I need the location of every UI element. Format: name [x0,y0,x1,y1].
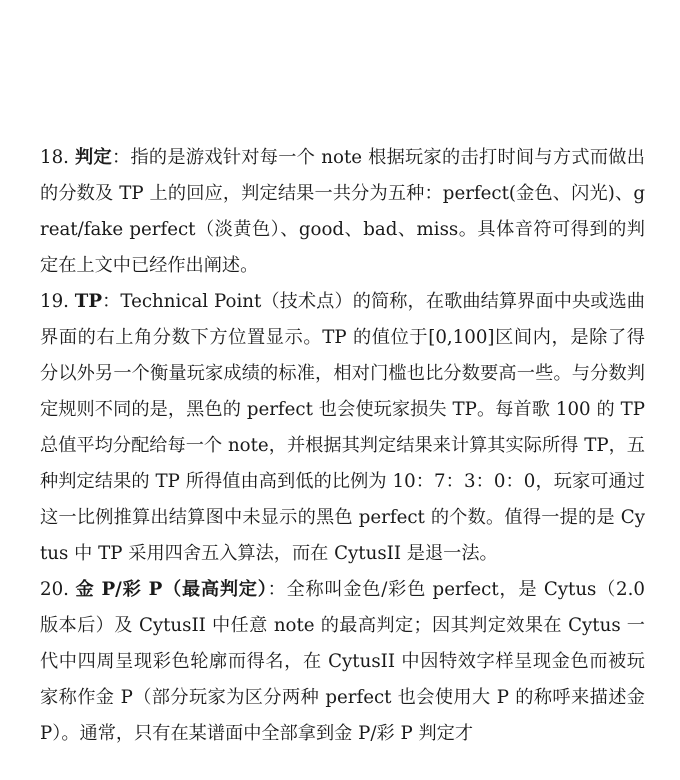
document-body [40,140,645,752]
entry-number: 18. [40,147,75,168]
entry-number: 19. [40,291,75,312]
entry-definition: ：全称叫金色/彩色 perfect，是 Cytus（2.0 版本后）及 CytusII 中任意 note 的最高判定；因其判定效果在 Cytus 一代中四周呈现彩色轮廓而得名，在 CytusII 中因特效字样呈现金色而被玩家称作金 P（部分玩家为区分两种 perfect 也会使用大 P 的称呼来描述金 P）。通常，只有在某谱面中全部拿到金 P/彩 P 判定才 [40,579,645,744]
glossary-entry-18 [40,140,645,284]
entry-term: 金 P/彩 P（最高判定） [75,579,268,600]
entry-number: 20. [40,579,76,600]
entry-definition: ：Technical Point（技术点）的简称，在歌曲结算界面中央或选曲界面的右上角分数下方位置显示。TP 的值位于[0,100]区间内，是除了得分以外另一个衡量玩家成绩的标准，相对门槛也比分数要高一些。与分数判定规则不同的是，黑色的 perfect 也会使玩家损失 TP。每首歌 100 的 TP 总值平均分配给每一个 note，并根据其判定结果来计算其实际所得 TP，五种判定结果的 TP 所得值由高到低的比例为 10：7：3：0：0，玩家可通过这一比例推算出结算图中未显示的黑色 perfect 的个数。值得一提的是 Cytus 中 TP 采用四舍五入算法，而在 CytusII 是退一法。 [40,291,645,564]
glossary-entry-20 [40,572,645,752]
entry-term: TP [74,291,103,312]
entry-term: 判定 [75,147,112,168]
glossary-entry-19 [40,284,645,572]
entry-definition: ：指的是游戏针对每一个 note 根据玩家的击打时间与方式而做出的分数及 TP 上的回应，判定结果一共分为五种：perfect(金色、闪光)、great/fake perfect（淡黄色）、good、bad、miss。具体音符可得到的判定在上文中已经作出阐述。 [40,147,645,276]
